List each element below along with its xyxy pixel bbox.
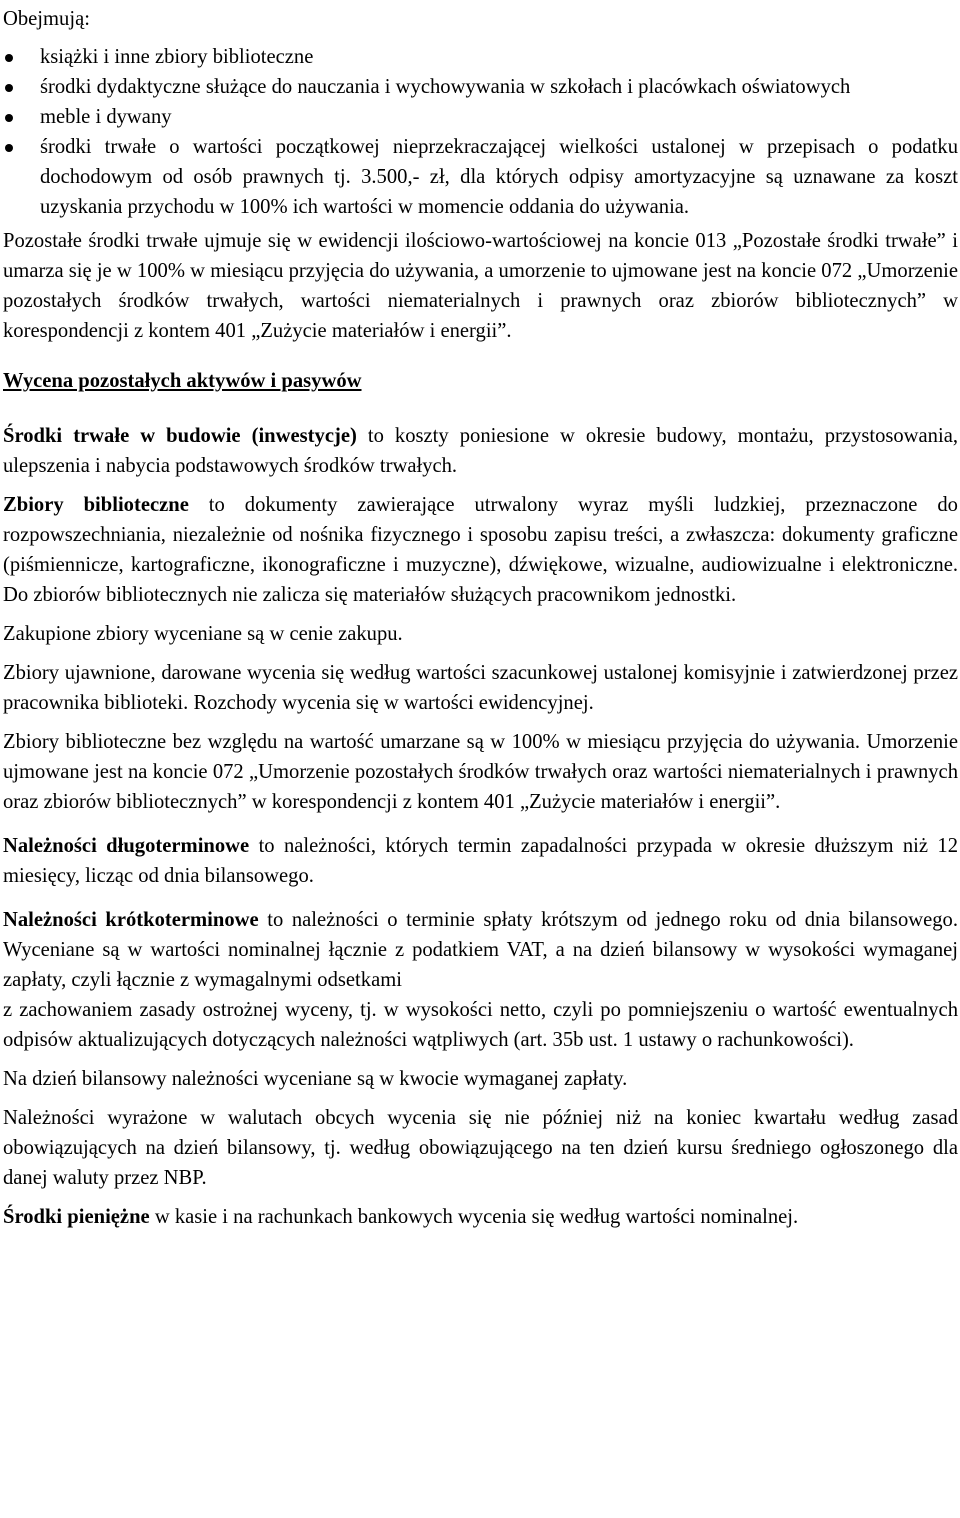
- paragraph-na-dzien-bilansowy: Na dzień bilansowy należności wyceniane są w kwocie wymaganej zapłaty.: [3, 1068, 628, 1090]
- term-bold: Zbiory biblioteczne: [3, 494, 189, 516]
- term-bold: Należności długoterminowe: [3, 835, 250, 857]
- paragraph-srodki-w-budowie: [3, 421, 958, 481]
- term-bold: Środki trwałe w budowie (inwestycje): [3, 425, 357, 447]
- paragraph-waluty-obce: Należności wyrażone w walutach obcych wycenia się nie później niż na koniec kwartału według zasad obowiązujących na dzień bilansowy, tj. według obowiązującego na ten dzień kursu średniego ogłoszonego dla danej waluty przez NBP.: [3, 1107, 958, 1189]
- bullet-list: [3, 42, 958, 222]
- paragraph-umarzanie-zbiorow: Zbiory biblioteczne bez względu na wartość umarzane są w 100% w miesiącu przyjęcia do używania. Umorzenie ujmowane jest na koncie 072 „Umorzenie pozostałych środków trwałych oraz wartości niematerialnych i prawnych oraz zbiorów bibliotecznych” w korespondencji z kontem 401 „Zużycie materiałów i energii”.: [3, 731, 958, 813]
- paragraph-zakupione: Zakupione zbiory wyceniane są w cenie zakupu.: [3, 623, 403, 645]
- bullet-item: środki dydaktyczne służące do nauczania i wychowywania w szkołach i placówkach oświatowych: [3, 72, 958, 102]
- paragraph-text: to należności o terminie spłaty krótszym od jednego roku od dnia bilansowego. Wyceniane są w wartości nominalnej łącznie z podatkiem VAT, a na dzień bilansowy w wysokości wymaganej zapłaty, czyli łącznie z wymagalnymi odsetkami: [3, 909, 958, 991]
- paragraph-text: to koszty poniesione w okresie budowy, montażu, przystosowania, ulepszenia i nabycia podstawowych środków trwałych.: [3, 425, 958, 477]
- term-bold: Należności krótkoterminowe: [3, 909, 259, 931]
- document-page: [3, 0, 958, 1232]
- bullet-item: meble i dywany: [3, 102, 958, 132]
- paragraph-srodki-pieniezne: [3, 1202, 958, 1232]
- paragraph-krotkoterminowe-cont: z zachowaniem zasady ostrożnej wyceny, tj. w wysokości netto, czyli po pomniejszeniu o wartość ewentualnych odpisów aktualizujących dotyczących należności wątpliwych (art. 35b ust. 1 ustawy o rachunkowości).: [3, 999, 958, 1051]
- bullet-item: środki trwałe o wartości początkowej nieprzekraczającej wielkości ustalonej w przepisach o podatku dochodowym od osób prawnych tj. 3.500,- zł, dla których odpisy amortyzacyjne są uznawane za koszt uzyskania przychodu w 100% ich wartości w momencie oddania do używania.: [3, 132, 958, 222]
- paragraph-naleznosci-dlugoterminowe: [3, 831, 958, 891]
- paragraph-pozostale-srodki: Pozostałe środki trwałe ujmuje się w ewidencji ilościowo-wartościowej na koncie 013 „Pozostałe środki trwałe” i umarza się je w 100% w miesiącu przyjęcia do używania, a umorzenie to ujmowane jest na koncie 072 „Umorzenie pozostałych środków trwałych, wartości niematerialnych i prawnych oraz zbiorów bibliotecznych” w korespondencji z kontem 401 „Zużycie materiałów i energii”.: [3, 230, 958, 342]
- bullet-item: książki i inne zbiory biblioteczne: [3, 42, 958, 72]
- section-heading: Wycena pozostałych aktywów i pasywów: [3, 370, 362, 392]
- paragraph-zbiory-biblioteczne: [3, 490, 958, 610]
- paragraph-ujawnione: Zbiory ujawnione, darowane wycenia się według wartości szacunkowej ustalonej komisyjnie i zatwierdzonej przez pracownika biblioteki. Rozchody wycenia się w wartości ewidencyjnej.: [3, 662, 958, 714]
- intro-label: Obejmują:: [3, 8, 90, 30]
- paragraph-text: to dokumenty zawierające utrwalony wyraz myśli ludzkiej, przeznaczone do rozpowszechniania, niezależnie od nośnika fizycznego i sposobu zapisu treści, a zwłaszcza: dokumenty graficzne (piśmiennicze, kartograficzne, ikonograficzne i muzyczne), dźwiękowe, wizualne, audiowizualne i elektroniczne. Do zbiorów bibliotecznych nie zalicza się materiałów służących pracownikom jednostki.: [3, 494, 958, 606]
- paragraph-text: w kasie i na rachunkach bankowych wycenia się według wartości nominalnej.: [149, 1206, 799, 1228]
- paragraph-naleznosci-krotkoterminowe: [3, 905, 958, 995]
- paragraph-text: to należności, których termin zapadalności przypada w okresie dłuższym niż 12 miesięcy, licząc od dnia bilansowego.: [3, 835, 958, 887]
- term-bold: Środki pieniężne: [3, 1206, 150, 1228]
